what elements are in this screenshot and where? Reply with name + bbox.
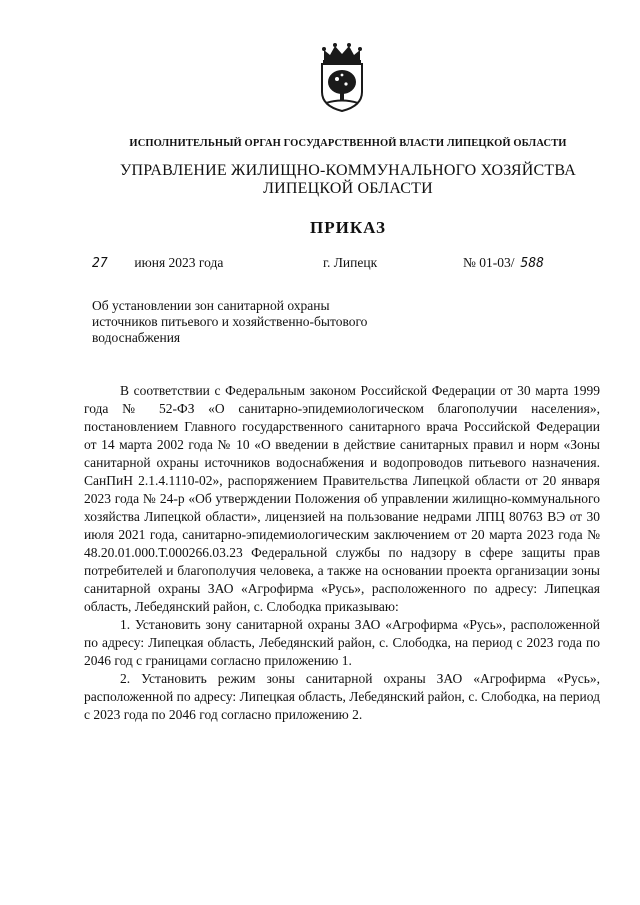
preamble-paragraph: В соответствии с Федеральным законом Российской Федерации от 30 марта 1999 года № 52-ФЗ «О санитарно-эпидемиологическом благополучии населения», постановлением Главного государственного санитарного врача Российской Федерации от 14 марта 2002 года № 10 «О введении в действие санитарных правил и норм «Зоны санитарной охраны источников водоснабжения и водопроводов питьевого назначения. СанПиН 2.1.4.1110-02», распоряжением Правительства Липецкой области от 20 января 2023 года № 24-р «Об утверждении Положения об управлении жилищно-коммунального хозяйства Липецкой области», лицензией на пользование недрами ЛПЦ 80763 ВЭ от 30 июля 2021 года, санитарно-эпидемиологическим заключением от 20 марта 2023 года № 48.20.01.000.Т.000266.03.23 Федеральной службы по надзору в сфере защиты прав потребителей и благополучия человека, а также на основании проекта организации зоны санитарной охраны ЗАО «Агрофирма «Русь», расположенного по адресу: Липецкая область, Лебедянский район, с. Слободка приказываю: [84, 383, 600, 614]
document-number [463, 255, 544, 271]
org-name-small: ИСПОЛНИТЕЛЬНЫЙ ОРГАН ГОСУДАРСТВЕННОЙ ВЛАСТИ ЛИПЕЦКОЙ ОБЛАСТИ [129, 138, 567, 149]
document-city: г. Липецк [323, 255, 378, 270]
document-subject [92, 298, 422, 346]
org-name-line1: УПРАВЛЕНИЕ ЖИЛИЩНО-КОММУНАЛЬНОГО ХОЗЯЙСТВА [119, 162, 576, 179]
subject-line2: источников питьевого и хозяйственно-бытового [92, 314, 368, 329]
order-item-1: 1. Установить зону санитарной охраны ЗАО «Агрофирма «Русь», расположенной по адресу: Липецкая область, Лебедянский район, с. Слободка, на период с 2023 года по 2046 год с границами согласно приложению 1. [84, 617, 600, 668]
subject-line1: Об установлении зон санитарной охраны [92, 298, 330, 313]
org-name-main [28, 162, 640, 198]
number-handwritten: 588 [520, 256, 544, 271]
date-month-year: июня 2023 года [134, 255, 224, 270]
subject-line3: водоснабжения [92, 330, 181, 345]
coat-of-arms-icon [318, 42, 366, 112]
order-item-2: 2. Установить режим зоны санитарной охраны ЗАО «Агрофирма «Русь», расположенной по адресу: Липецкая область, Лебедянский район, с. Слободка, на период с 2023 года по 2046 год согласно приложению 2. [84, 671, 600, 722]
number-prefix: № 01-03/ [463, 255, 515, 270]
date-day-handwritten: 27 [92, 256, 108, 271]
document-body [84, 382, 600, 724]
document-type-title: ПРИКАЗ [310, 218, 386, 237]
document-date [92, 255, 223, 271]
org-name-line2: ЛИПЕЦКОЙ ОБЛАСТИ [263, 180, 433, 197]
